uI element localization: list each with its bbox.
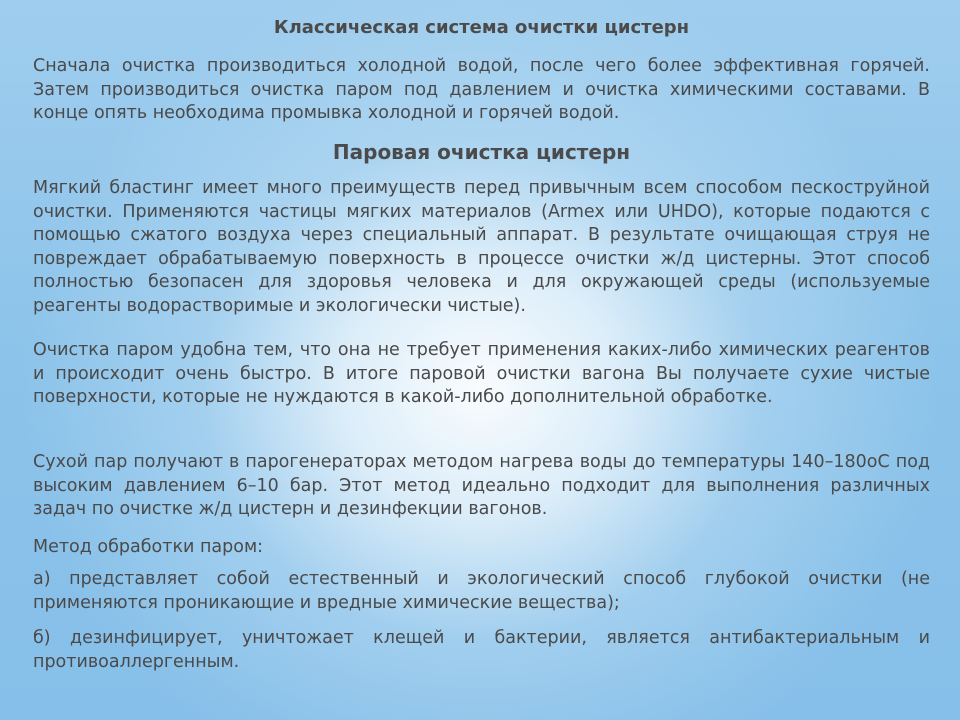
- paragraph-soft-blasting: Мягкий бластинг имеет много преимуществ перед привычным всем способом пескоструйной очистки. Применяются частицы мягких материалов (Armex или UHDO), которые подаются с помощью сжатого воздуха через специальный аппарат. В результате очищающая струя не повреждает обрабатываемую поверхность в процессе очистки ж/д цистерны. Этот способ полностью безопасен для здоровья человека и для окружающей среды (используемые реагенты водорастворимые и экологически чистые).: [33, 178, 930, 316]
- paragraph-steam-benefits: Очистка паром удобна тем, что она не требует применения каких-либо химических реагентов и происходит очень быстро. В итоге паровой очистки вагона Вы получаете сухие чистые поверхности, которые не нуждаются в какой-либо дополнительной обработке.: [33, 340, 930, 407]
- paragraph-dry-steam: Сухой пар получают в парогенераторах методом нагрева воды до температуры 140–180оС под высоким давлением 6–10 бар. Этот метод идеально подходит для выполнения различных задач по очистке ж/д цистерн и дезинфекции вагонов.: [33, 452, 930, 519]
- heading-classic-cleaning: Классическая система очистки цистерн: [273, 17, 690, 38]
- heading-steam-cleaning: Паровая очистка цистерн: [332, 140, 631, 164]
- paragraph-method-intro: Метод обработки паром:: [33, 537, 264, 557]
- slide-content: [33, 0, 930, 720]
- list-item-b: б) дезинфицирует, уничтожает клещей и бактерии, является антибактериальным и противоаллергенным.: [33, 628, 930, 672]
- paragraph-classic-cleaning: Сначала очистка производиться холодной водой, после чего более эффективная горячей. Затем производиться очистка паром под давлением и очистка химическими составами. В конце опять необходима промывка холодной и горячей водой.: [33, 56, 930, 123]
- list-item-a: а) представляет собой естественный и экологический способ глубокой очистки (не применяются проникающие и вредные химические вещества);: [33, 569, 930, 613]
